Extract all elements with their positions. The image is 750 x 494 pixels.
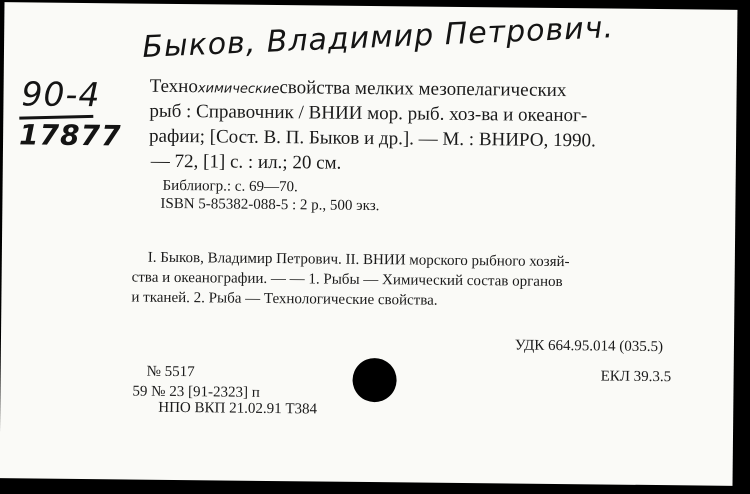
tracing-line-3: и тканей. 2. Рыба — Технологические свойства. bbox=[131, 289, 438, 309]
card-number: № 5517 bbox=[146, 363, 195, 381]
title-line-1 bbox=[150, 76, 567, 102]
title-line-2: рыб : Справочник / ВНИИ мор. рыб. хоз-ва и океаног- bbox=[149, 100, 588, 127]
shelf-mark-bottom: 17877 bbox=[18, 118, 122, 153]
udk-code: УДК 664.95.014 (035.5) bbox=[514, 337, 664, 356]
bibliography-note: Библиогр.: с. 69—70. bbox=[162, 177, 298, 196]
isbn-line: ISBN 5-85382-088-5 : 2 р., 500 экз. bbox=[160, 195, 380, 215]
catalog-card bbox=[0, 2, 737, 486]
handwritten-author-name: Быков, Владимир Петрович. bbox=[141, 10, 615, 65]
shelf-mark-top: 90-4 bbox=[21, 74, 101, 115]
tracing-line-2: ства и океанографии. — — 1. Рыбы — Химический состав органов bbox=[131, 269, 563, 291]
tracing-line-1: I. Быков, Владимир Петрович. II. ВНИИ морского рыбного хозяй- bbox=[147, 249, 570, 271]
title-line-1-rest: свойства мелких мезопелагических bbox=[279, 77, 567, 102]
title-line-4: — 72, [1] с. : ил.; 20 см. bbox=[150, 150, 342, 174]
order-line: 59 № 23 [91-2323] п bbox=[132, 383, 260, 401]
ekl-code: ЕКЛ 39.3.5 bbox=[600, 368, 672, 386]
title-typed-start: Техно bbox=[149, 75, 198, 98]
punch-hole bbox=[352, 358, 396, 402]
npo-line: НПО ВКП 21.02.91 Т384 bbox=[158, 399, 318, 418]
title-handwritten-insert: химические bbox=[197, 81, 280, 98]
title-line-3: рафии; [Сост. В. П. Быков и др.]. — М. : ВНИРО, 1990. bbox=[149, 125, 596, 152]
